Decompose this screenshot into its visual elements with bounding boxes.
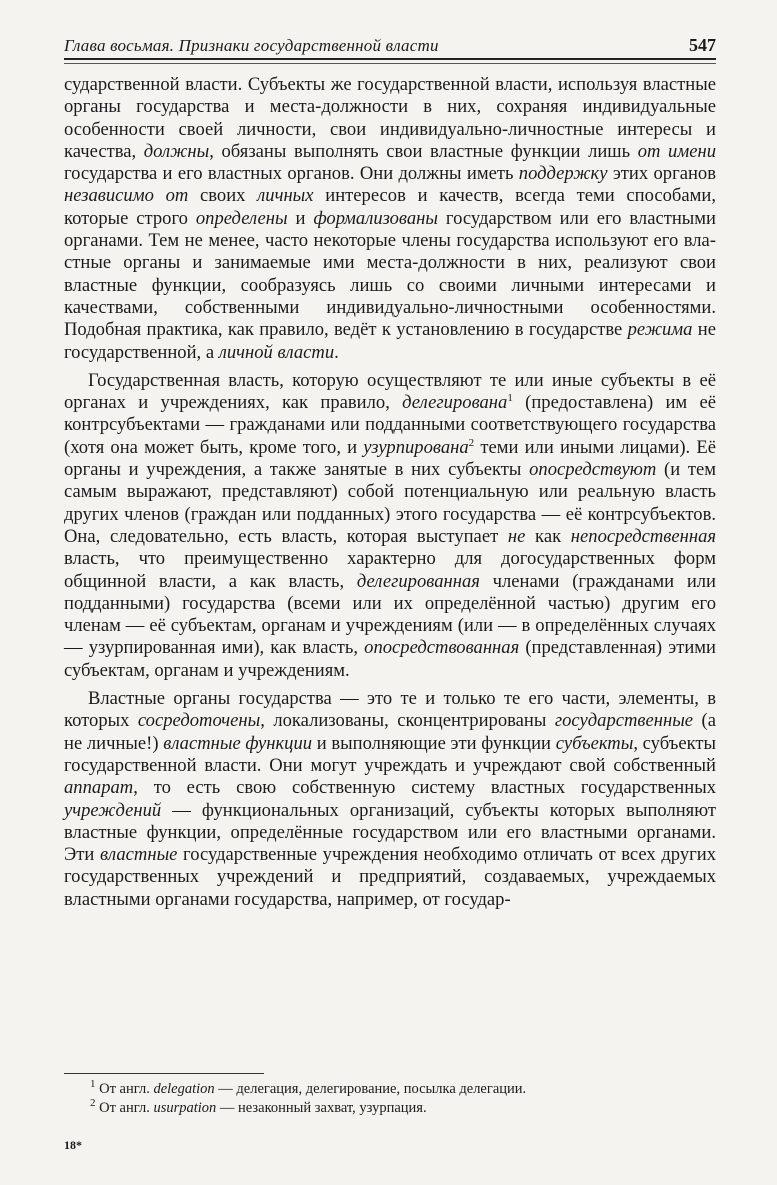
emphasis-text: непосредственная [570, 525, 717, 547]
text-run: и [287, 207, 314, 229]
text-run: (предоставлена) им её контрсубъектами — гражданами или подданными соответствующего государства (хотя она может быть, кроме того, и [64, 392, 716, 458]
text-run: своих [188, 185, 258, 207]
footnote [90, 1080, 690, 1099]
header-rule-thin [64, 63, 716, 64]
footnote-reference: 2 [468, 436, 475, 449]
text-run: власть, что преимущественно характерно для догосударственных форм общинной власти, а как власть, [64, 548, 716, 592]
paragraph [64, 688, 716, 911]
text-run: и выполняющие эти функции [312, 732, 556, 754]
text-run: сударственной власти. Субъекты же государственной власти, используя властные органы государства и места-должности в них, сохраняя индивидуальные особенности своей личности, свои индивидуально-личностные интересы и качества, [64, 74, 716, 162]
footnote-prefix: От англ. [95, 1100, 154, 1116]
footnote [90, 1099, 690, 1118]
text-run: (и тем самым выражают, представляют) собой потенциальную или реальную власть других членов (граждан или подданных) этого государства — её контрсубъектов. Она, следовательно, есть власть, которая выступает [64, 459, 716, 547]
text-run: интересов и качеств, всегда теми способами, которые строго [64, 185, 716, 229]
emphasis-text: личных [257, 185, 314, 207]
book-page [64, 22, 716, 917]
emphasis-text: властные функции [163, 732, 313, 754]
footnote-text: — незаконный захват, узурпация. [216, 1100, 427, 1116]
text-run: этих органов [607, 163, 716, 185]
emphasis-text: делегированная [356, 570, 480, 592]
emphasis-text: не [507, 525, 526, 547]
emphasis-text: поддержку [518, 163, 608, 185]
text-run: не государственной, а [64, 319, 717, 363]
emphasis-text: личной власти [218, 341, 335, 363]
header-rule-thick [64, 58, 716, 60]
chapter-title: Глава восьмая. Признаки государственной власти [64, 36, 439, 55]
emphasis-text: режима [627, 319, 693, 341]
footnote-prefix: От англ. [95, 1081, 154, 1097]
emphasis-text: делегирована [402, 392, 508, 414]
text-run: государственные учреждения необходимо отличать от всех других государственных учреждений и предприятий, создаваемых, учреждаемых властными органами государства, например, от государ- [64, 844, 717, 910]
text-run: , обязаны выполнять свои властные функции лишь [209, 140, 638, 162]
emphasis-text: учреждений [64, 799, 162, 821]
text-run: (представленная) этими субъектам, органам и учреждениям. [64, 637, 716, 681]
printer-signature-mark: 18* [64, 1138, 82, 1152]
emphasis-text: узурпирована [363, 436, 469, 458]
emphasis-text: властные [99, 844, 178, 866]
text-run: , локализованы, сконцентрированы [260, 710, 555, 732]
text-run: членами (гражданами или подданными) государства (всеми или их определённой частью) другим его членам — её субъектам, органам и учреждениям (или — в определённых случаях — узурпированная ими), как власть, [64, 570, 717, 659]
text-run: . [334, 341, 339, 363]
emphasis-text: опосредствуют [529, 459, 657, 481]
emphasis-text: опосредствованная [364, 637, 520, 659]
page-number: 547 [689, 35, 716, 55]
text-run: Властные органы государства — это те и только те его части, элементы, в которых [64, 688, 716, 732]
text-run: государством или его властными органами. Тем не менее, часто некоторые члены государства используют его властные органы и занимаемые ими места-должности в них, реализуют свои властные функции, сообразуясь лишь со своими личными интересами и качествами, собственными индивидуально-личностными особенностями. Подобная практика, как правило, ведёт к установлению в государстве [64, 207, 716, 341]
emphasis-text: определены [195, 207, 288, 229]
emphasis-text: независимо от [64, 185, 189, 207]
emphasis-text: сосредоточены [137, 710, 261, 732]
text-run: как [525, 525, 571, 547]
text-run: Государственная власть, которую осуществляют те или иные субъекты в её органах и учреждениях, как правило, [64, 369, 716, 414]
emphasis-text: аппарат [64, 777, 134, 799]
footnotes [90, 1080, 690, 1118]
paragraph [64, 74, 716, 364]
text-run: (а не личные!) [64, 710, 716, 754]
text-run: , то есть свою собственную систему властных государственных [133, 777, 716, 799]
emphasis-text: субъекты [555, 732, 634, 754]
running-header [64, 22, 716, 56]
emphasis-text: государственные [554, 710, 694, 732]
footnote-term: delegation [153, 1081, 215, 1097]
emphasis-text: формализованы [313, 207, 438, 229]
paragraph [64, 370, 716, 682]
emphasis-text: должны [143, 140, 210, 162]
text-run: государства и его властных органов. Они должны иметь [64, 163, 519, 185]
footnote-number: 1 [90, 1078, 96, 1091]
footnote-term: usurpation [153, 1100, 217, 1116]
body-text [64, 74, 716, 911]
footnote-number: 2 [90, 1097, 96, 1110]
footnote-divider [64, 1073, 264, 1074]
text-run: , субъекты государственной власти. Они могут учреждать и учреждают свой собственный [64, 732, 717, 776]
text-run: — функциональных организаций, субъекты которых выполняют властные функции, определённые государством или его властными органами. Эти [64, 799, 716, 866]
text-run: теми или иными лицами). Её органы и учреждения, а также занятые в них субъекты [64, 436, 716, 481]
footnote-reference: 1 [507, 391, 513, 404]
emphasis-text: от имени [637, 140, 716, 162]
footnote-text: — делегация, делегирование, посылка делегации. [214, 1081, 527, 1097]
